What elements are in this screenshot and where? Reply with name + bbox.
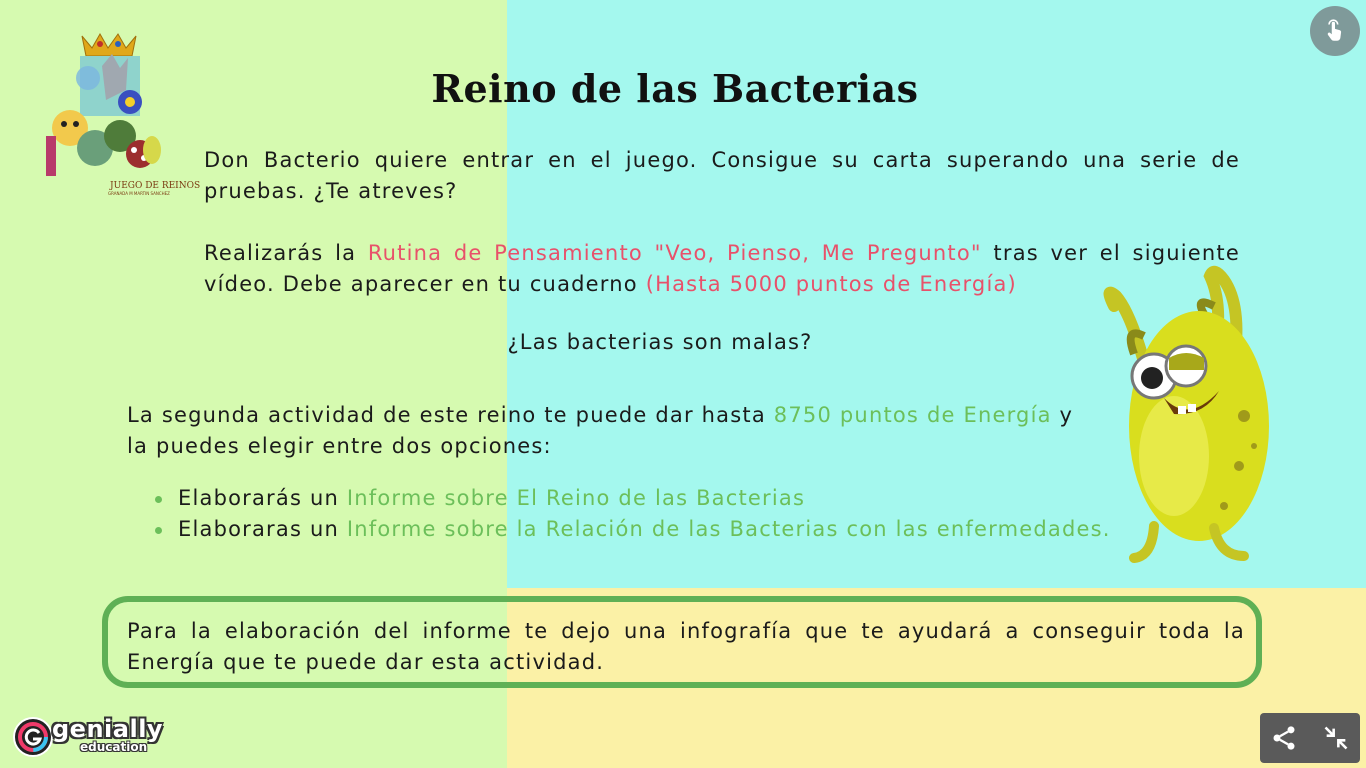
genially-wordmark: genially [52, 715, 164, 743]
bullet-icon [155, 527, 162, 534]
collapse-icon[interactable] [1322, 724, 1350, 752]
bullet-icon [155, 496, 162, 503]
genially-subtitle: education [80, 740, 148, 754]
hand-touch-icon [1322, 18, 1348, 44]
genially-g-icon [12, 716, 54, 758]
juego-de-reinos-logo [40, 28, 201, 198]
corner-controls [1260, 713, 1360, 763]
share-icon[interactable] [1270, 724, 1298, 752]
option-link-informe-reino[interactable]: Informe sobre El Reino de las Bacterias [346, 486, 806, 510]
options-list [152, 483, 1111, 545]
infographic-note-link[interactable]: Para la elaboración del informe te dejo una infografía que te ayudará a conseguir toda la Energía que te puede dar esta actividad. [127, 619, 1245, 674]
list-item [152, 514, 1111, 545]
logo-subcaption: GRANADA M MARTIN SANCHEZ [108, 191, 170, 196]
list-item [152, 483, 1111, 514]
intro-text: Don Bacterio quiere entrar en el juego. Consigue su carta superando una serie de pruebas. ¿Te atreves? [204, 148, 1240, 203]
second-activity-points: 8750 puntos de Energía [773, 403, 1052, 427]
page-title: Reino de las Bacterias [431, 66, 919, 111]
second-activity-text-start: La segunda actividad de este reino te puede dar hasta [127, 403, 774, 427]
second-activity-paragraph [127, 400, 1087, 462]
option-prefix: Elaborarás un [178, 486, 347, 510]
option-link-informe-enfermedades[interactable]: Informe sobre la Relación de las Bacterias con las enfermedades. [346, 517, 1111, 541]
touch-interaction-button[interactable] [1310, 6, 1360, 56]
bacteria-mascot-illustration [1094, 266, 1274, 566]
routine-text-start: Realizarás la [204, 241, 368, 265]
routine-highlight-link[interactable]: Rutina de Pensamiento "Veo, Pienso, Me Pregunto" [367, 241, 982, 265]
routine-points: (Hasta 5000 puntos de Energía) [645, 272, 1017, 296]
logo-caption: JUEGO DE REINOS [110, 181, 201, 191]
routine-paragraph [204, 238, 1240, 300]
routine-text-middle: tras ver el siguiente vídeo. Debe aparecer en tu cuaderno [204, 241, 1240, 296]
option-prefix: Elaboraras un [178, 517, 347, 541]
video-title-link[interactable]: ¿Las bacterias son malas? [507, 330, 813, 354]
second-activity-text-end: y la puedes elegir entre dos opciones: [127, 403, 1074, 458]
